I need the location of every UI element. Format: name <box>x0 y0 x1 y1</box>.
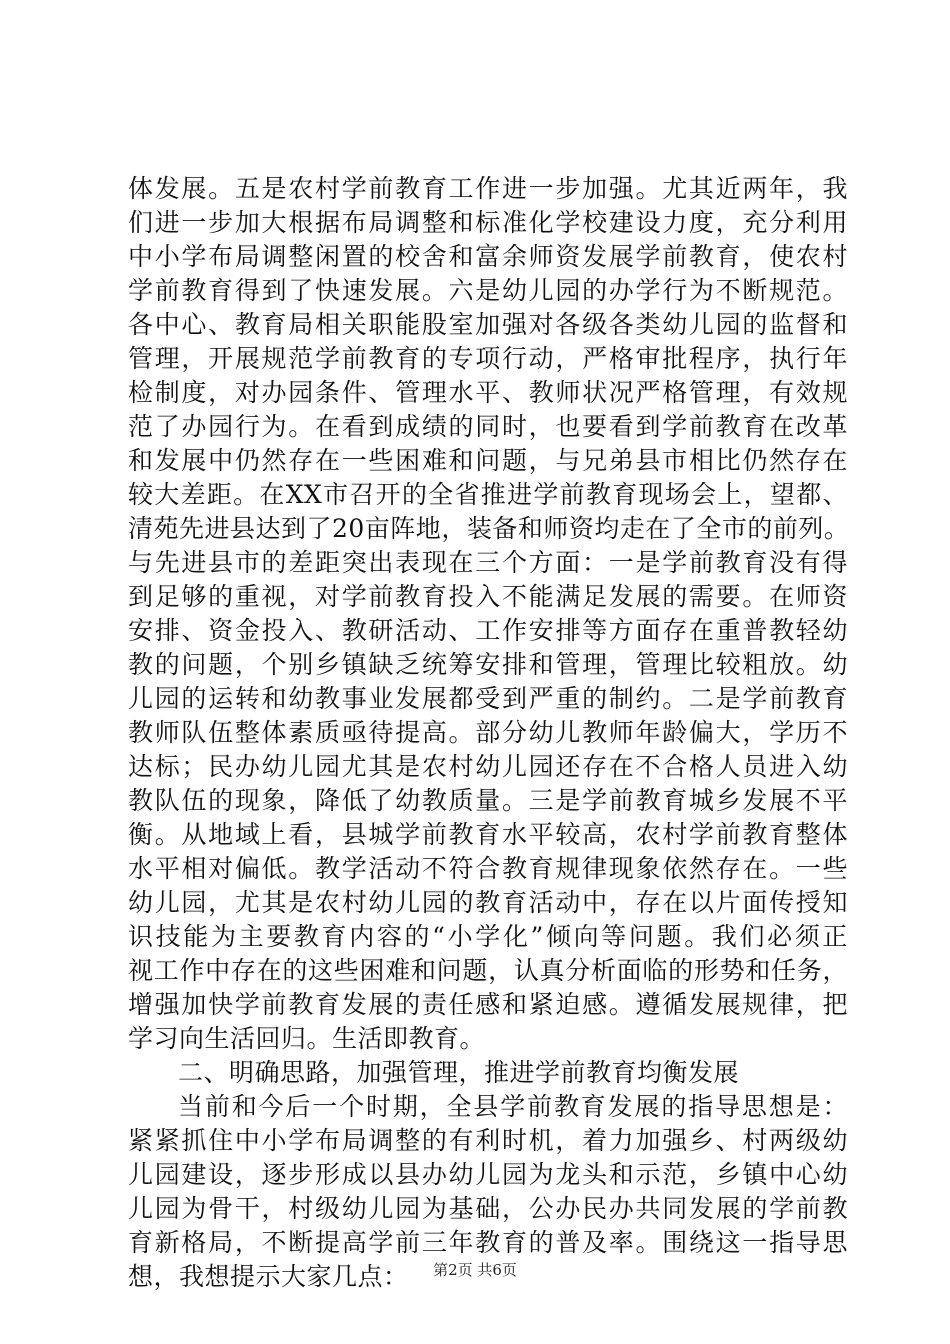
text-line: 儿园建设，逐步形成以县办幼儿园为龙头和示范，乡镇中心幼 <box>128 1160 848 1189</box>
text-line: 范了办园行为。在看到成绩的同时，也要看到学前教育在改革 <box>128 412 848 441</box>
text-line: 儿园为骨干，村级幼儿园为基础，公办民办共同发展的学前教 <box>128 1194 848 1223</box>
text-line: 当前和今后一个时期，全县学前教育发展的指导思想是： <box>178 1092 848 1121</box>
text-line: 幼儿园，尤其是农村幼儿园的教育活动中，存在以片面传授知 <box>128 888 848 917</box>
text-line: 教队伍的现象，降低了幼教质量。三是学前教育城乡发展不平 <box>128 786 848 815</box>
text-line: 学习向生活回归。生活即教育。 <box>128 1024 486 1053</box>
text-line: 安排、资金投入、教研活动、工作安排等方面存在重普教轻幼 <box>128 616 848 645</box>
text-line: 教的问题，个别乡镇缺乏统筹安排和管理，管理比较粗放。幼 <box>128 650 848 679</box>
text-line: 各中心、教育局相关职能股室加强对各级各类幼儿园的监督和 <box>128 310 848 339</box>
text-line: 中小学布局调整闲置的校舍和富余师资发展学前教育，使农村 <box>128 242 848 271</box>
text-line: 识技能为主要教育内容的“小学化”倾向等问题。我们必须正 <box>128 922 848 951</box>
section-heading: 二、明确思路，加强管理，推进学前教育均衡发展 <box>178 1058 740 1087</box>
text-line: 视工作中存在的这些困难和问题，认真分析面临的形势和任务， <box>128 956 848 985</box>
text-line: 儿园的运转和幼教事业发展都受到严重的制约。二是学前教育 <box>128 684 848 713</box>
text-line: 与先进县市的差距突出表现在三个方面：一是学前教育没有得 <box>128 548 848 577</box>
text-line: 和发展中仍然存在一些困难和问题，与兄弟县市相比仍然存在 <box>128 446 848 475</box>
text-line: 到足够的重视，对学前教育投入不能满足发展的需要。在师资 <box>128 582 848 611</box>
text-line: 管理，开展规范学前教育的专项行动，严格审批程序，执行年 <box>128 344 848 373</box>
text-line: 较大差距。在XX市召开的全省推进学前教育现场会上，望都、 <box>128 480 848 509</box>
text-line: 水平相对偏低。教学活动不符合教育规律现象依然存在。一些 <box>128 854 848 883</box>
text-line: 学前教育得到了快速发展。六是幼儿园的办学行为不断规范。 <box>128 276 848 305</box>
text-line: 体发展。五是农村学前教育工作进一步加强。尤其近两年，我 <box>128 174 848 203</box>
text-line: 想，我想提示大家几点： <box>128 1262 409 1291</box>
page-number-footer: 第2页 共6页 <box>433 1261 517 1279</box>
text-line: 增强加快学前教育发展的责任感和紧迫感。遵循发展规律，把 <box>128 990 848 1019</box>
text-line: 紧紧抓住中小学布局调整的有利时机，着力加强乡、村两级幼 <box>128 1126 848 1155</box>
text-line: 清苑先进县达到了20亩阵地，装备和师资均走在了全市的前列。 <box>128 514 850 543</box>
text-line: 们进一步加大根据布局调整和标准化学校建设力度，充分利用 <box>128 208 848 237</box>
text-line: 衡。从地域上看，县城学前教育水平较高，农村学前教育整体 <box>128 820 848 849</box>
text-line: 达标；民办幼儿园尤其是农村幼儿园还存在不合格人员进入幼 <box>128 752 848 781</box>
text-line: 育新格局，不断提高学前三年教育的普及率。围绕这一指导思 <box>128 1228 848 1257</box>
document-body <box>128 172 848 1294</box>
text-line: 检制度，对办园条件、管理水平、教师状况严格管理，有效规 <box>128 378 848 407</box>
text-line: 教师队伍整体素质亟待提高。部分幼儿教师年龄偏大，学历不 <box>128 718 848 747</box>
